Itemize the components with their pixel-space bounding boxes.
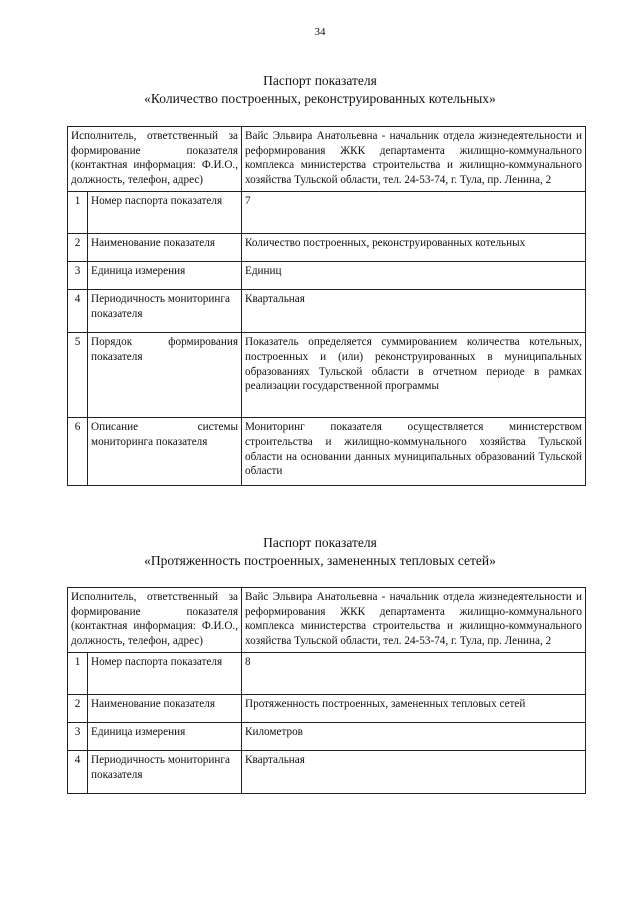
row-label: Описание системы мониторинга показателя [88,418,242,486]
row-value: 7 [242,192,586,234]
table-row [68,723,586,751]
passport-1-title-line1: Паспорт показателя [263,73,377,88]
passport-2-title [0,534,640,570]
row-value: Квартальная [242,751,586,794]
row-number: 4 [68,290,88,333]
table-row [68,418,586,486]
passport-2-title-line1: Паспорт показателя [263,535,377,550]
row-label: Порядок формирования показателя [88,333,242,418]
row-value: Показатель определяется суммированием количества котельных, построенных и (или) реконструированных в муниципальных образованиях Тульской области в отчетном периоде в рамках реализации государственной программы [242,333,586,418]
row-label: Периодичность мониторинга показателя [88,751,242,794]
passport-2-table [67,587,586,794]
row-value: Единиц [242,262,586,290]
row-label: Единица измерения [88,723,242,751]
row-value: Километров [242,723,586,751]
page-number: 34 [314,26,326,38]
row-number: 1 [68,192,88,234]
table-row [68,653,586,695]
row-number: 1 [68,653,88,695]
passport-2-title-line2: «Протяженность построенных, замененных тепловых сетей» [144,553,496,568]
row-value: Количество построенных, реконструированных котельных [242,234,586,262]
passport-1-title-line2: «Количество построенных, реконструированных котельных» [144,91,496,106]
table-row [68,192,586,234]
table-row [68,262,586,290]
table-row [68,290,586,333]
row-number: 5 [68,333,88,418]
row-label: Наименование показателя [88,234,242,262]
executor-value: Вайс Эльвира Анатольевна - начальник отдела жизнедеятельности и реформирования ЖКК департамента жилищно-коммунального комплекса министерства строительства и жилищно-коммунального хозяйства Тульской области, тел. 24-53-74, г. Тула, пр. Ленина, 2 [242,588,586,653]
row-value: Квартальная [242,290,586,333]
row-label: Единица измерения [88,262,242,290]
passport-1-title [0,72,640,108]
row-value: 8 [242,653,586,695]
row-number: 3 [68,262,88,290]
row-number: 6 [68,418,88,486]
row-number: 2 [68,234,88,262]
table-row [68,333,586,418]
row-number: 4 [68,751,88,794]
row-label: Номер паспорта показателя [88,653,242,695]
row-label: Номер паспорта показателя [88,192,242,234]
row-value: Мониторинг показателя осуществляется министерством строительства и жилищно-коммунального хозяйства Тульской области на основании данных муниципальных образований Тульской области [242,418,586,486]
row-number: 2 [68,695,88,723]
executor-label: Исполнитель, ответственный за формирование показателя (контактная информация: Ф.И.О., должность, телефон, адрес) [68,127,242,192]
executor-value: Вайс Эльвира Анатольевна - начальник отдела жизнедеятельности и реформирования ЖКК департамента жилищно-коммунального комплекса министерства строительства и жилищно-коммунального хозяйства Тульской области, тел. 24-53-74, г. Тула, пр. Ленина, 2 [242,127,586,192]
row-label: Наименование показателя [88,695,242,723]
row-label: Периодичность мониторинга показателя [88,290,242,333]
table-row [68,695,586,723]
table-row [68,127,586,192]
table-row [68,751,586,794]
executor-label: Исполнитель, ответственный за формирование показателя (контактная информация: Ф.И.О., должность, телефон, адрес) [68,588,242,653]
row-number: 3 [68,723,88,751]
row-value: Протяженность построенных, замененных тепловых сетей [242,695,586,723]
passport-1-table [67,126,586,486]
table-row [68,588,586,653]
table-row [68,234,586,262]
